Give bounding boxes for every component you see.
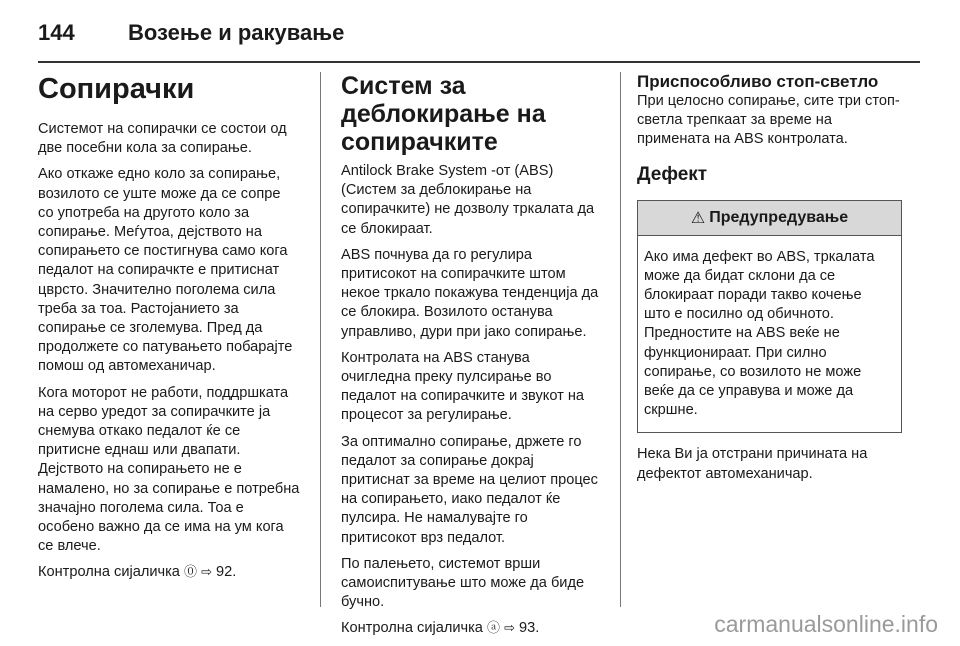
warning-header — [638, 201, 901, 236]
page-header — [38, 12, 920, 54]
section-heading-defect: Дефект — [637, 163, 708, 185]
reference-text: Контролна сијаличка — [341, 620, 483, 637]
brake-warning-icon: ⓪ — [183, 565, 197, 581]
reference-text: Контролна сијаличка — [38, 564, 180, 581]
column-divider — [620, 72, 621, 607]
page-number: 144 — [38, 20, 75, 45]
column-abs — [341, 72, 603, 646]
paragraph: Нека Ви ја отстрани причината на дефектот автомеханичар. — [637, 446, 868, 482]
paragraph: По палењето, системот врши самоиспитување што може да биде бучно. — [341, 555, 585, 611]
watermark: carmanualsonline.info — [714, 611, 938, 637]
reference-arrow-icon[interactable]: ⇨ — [201, 565, 212, 581]
column-adaptive-brake-light — [637, 72, 902, 491]
section-heading-abs: Систем за деблокирање на сопирачките — [341, 72, 546, 156]
abs-icon: ⓐ — [486, 621, 500, 637]
cross-reference — [38, 563, 300, 582]
paragraph: ABS почнува да го регулира притисокот на сопирачките штом некое тркало покажува тенденција да се блокира. Возилото останува управливо, дури при јако сопирање. — [341, 246, 599, 340]
section-heading-brakes: Сопирачки — [38, 73, 195, 105]
paragraph: Контролата на ABS станува очигледна преку пулсирање во педалот на сопирачките и звукот на процесот за регулирање. — [341, 349, 585, 424]
column-brakes — [38, 72, 300, 590]
section-heading-brake-light: Приспособливо стоп-светло — [637, 72, 879, 91]
warning-triangle-icon: ⚠ — [690, 209, 706, 227]
header-rule — [38, 61, 920, 63]
paragraph: Ако откаже едно коло за сопирање, возилото се уште може да се сопре со употреба на другото коло за сопирање. Меѓутоа, дејството на сопирањето се постигнува само кога педалот на сопирачкте е притиснат цврсто. Значително поголема сила треба за тоа. Растојанието за сопирање се зголемува. Пред да продолжете со патувањето побарајте помош од автомеханичар. — [38, 166, 293, 375]
warning-title: Предупредување — [709, 208, 849, 226]
reference-arrow-icon[interactable]: ⇨ — [504, 621, 515, 637]
paragraph: При целосно сопирање, сите три стоп-светла трепкаат за време на применатa на ABS контролата. — [637, 93, 900, 148]
paragraph: Кога моторот не работи, поддршката на серво уредот за сопирачките ја снемува откако педалот ќе се притисне еднаш или двапати. Дејството на сопирањето не е намалено, но за сопирање е потребна значајно поголема сила. Тоа е особено важно да се има на ум кога се влече. — [38, 384, 300, 555]
warning-body — [638, 236, 901, 433]
warning-text: Ако има дефект во ABS, тркалата може да бидат склони да се блокираат поради такво кочење што е посилно од обичното. Предностите на ABS веќе не функционираат. При силно сопирање, со возилото не може веќе да се управува и може да скршне. — [644, 248, 875, 419]
paragraph: За оптимално сопирање, држете го педалот за сопирање докрај притиснат за време на целиот процес на сопирањето, иако педалот ќе пулсира. Не намалувајте го притисокот врз педалот. — [341, 433, 598, 546]
running-title: Возење и ракување — [128, 20, 345, 45]
paragraph: Antilock Brake System -от (ABS) (Систем за деблокирање на сопирачките) не дозволу тркалата да се блокираат. — [341, 163, 595, 237]
reference-page[interactable]: 92. — [216, 564, 237, 581]
cross-reference — [341, 619, 603, 638]
paragraph: Системот на сопирачки се состои од две посебни кола за сопирање. — [38, 121, 287, 157]
column-divider — [320, 72, 321, 607]
warning-box — [637, 200, 902, 434]
reference-page[interactable]: 93. — [519, 620, 540, 637]
